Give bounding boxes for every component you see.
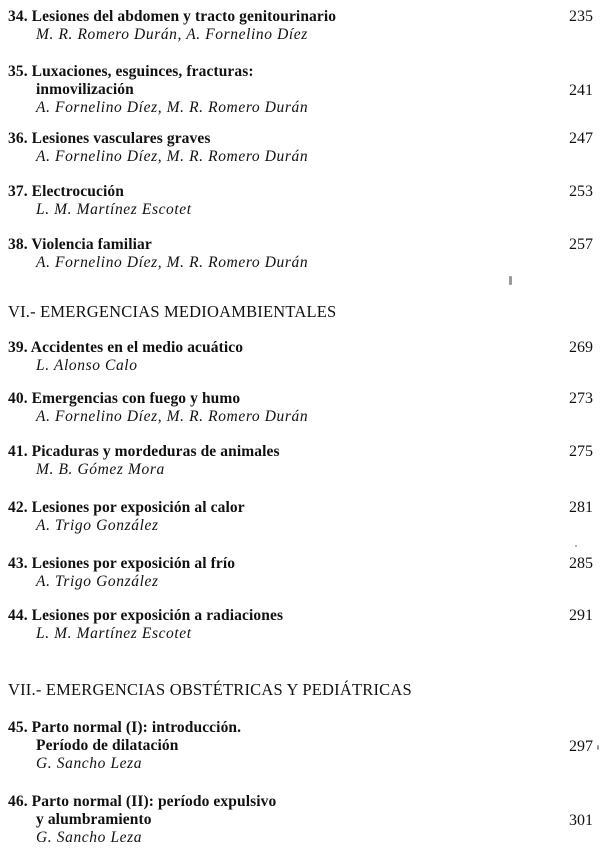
entry-page-number: 273: [569, 390, 593, 407]
entry-author: L. M. Martínez Escotet: [36, 625, 192, 642]
entry-title: 40. Emergencias con fuego y humo: [8, 390, 241, 407]
section-heading: VII.- EMERGENCIAS OBSTÉTRICAS Y PEDIÁTRICAS: [8, 680, 412, 699]
entry-page-number: 281: [569, 499, 593, 516]
entry-page-number: 247: [569, 130, 593, 147]
scan-speck: [597, 745, 599, 750]
scan-speck: [575, 545, 577, 547]
entry-title: 36. Lesiones vasculares graves: [8, 130, 211, 147]
entry-title: 45. Parto normal (I): introducción.: [8, 719, 242, 736]
entry-page-number: 291: [569, 607, 593, 624]
entry-page-number: 235: [569, 8, 593, 25]
entry-title: 39. Accidentes en el medio acuático: [8, 339, 244, 356]
entry-title: 37. Electrocución: [8, 183, 124, 200]
entry-title: 38. Violencia familiar: [8, 236, 152, 253]
entry-page-number: 297: [569, 738, 593, 755]
entry-title: 41. Picaduras y mordeduras de animales: [8, 443, 280, 460]
entry-page-number: 269: [569, 339, 593, 356]
entry-title: 34. Lesiones del abdomen y tracto genitourinario: [8, 8, 337, 25]
entry-author: G. Sancho Leza: [36, 755, 143, 772]
entry-title: y alumbramiento: [36, 811, 152, 828]
entry-title: 46. Parto normal (II): período expulsivo: [8, 793, 277, 810]
entry-author: A. Trigo González: [36, 517, 159, 534]
entry-author: A. Fornelino Díez, M. R. Romero Durán: [36, 408, 309, 425]
entry-author: A. Fornelino Díez, M. R. Romero Durán: [36, 254, 309, 271]
scan-speck: [509, 276, 512, 285]
entry-page-number: 275: [569, 443, 593, 460]
entry-author: G. Sancho Leza: [36, 829, 143, 846]
entry-page-number: 253: [569, 183, 593, 200]
entry-page-number: 257: [569, 236, 593, 253]
entry-author: A. Fornelino Díez, M. R. Romero Durán: [36, 99, 309, 116]
entry-author: A. Trigo González: [36, 573, 159, 590]
entry-page-number: 241: [569, 82, 593, 99]
entry-page-number: 285: [569, 555, 593, 572]
entry-author: M. R. Romero Durán, A. Fornelino Díez: [36, 26, 308, 43]
entry-author: L. Alonso Calo: [36, 357, 138, 374]
entry-author: A. Fornelino Díez, M. R. Romero Durán: [36, 148, 309, 165]
entry-title: 35. Luxaciones, esguinces, fracturas:: [8, 63, 254, 80]
entry-title: 43. Lesiones por exposición al frío: [8, 555, 236, 572]
entry-author: M. B. Gómez Mora: [36, 461, 165, 478]
entry-title: Período de dilatación: [36, 737, 179, 754]
entry-author: L. M. Martínez Escotet: [36, 201, 192, 218]
entry-title: inmovilización: [36, 81, 134, 98]
entry-title: 44. Lesiones por exposición a radiaciones: [8, 607, 284, 624]
entry-title: 42. Lesiones por exposición al calor: [8, 499, 245, 516]
section-heading: VI.- EMERGENCIAS MEDIOAMBIENTALES: [8, 302, 337, 321]
entry-page-number: 301: [569, 812, 593, 829]
